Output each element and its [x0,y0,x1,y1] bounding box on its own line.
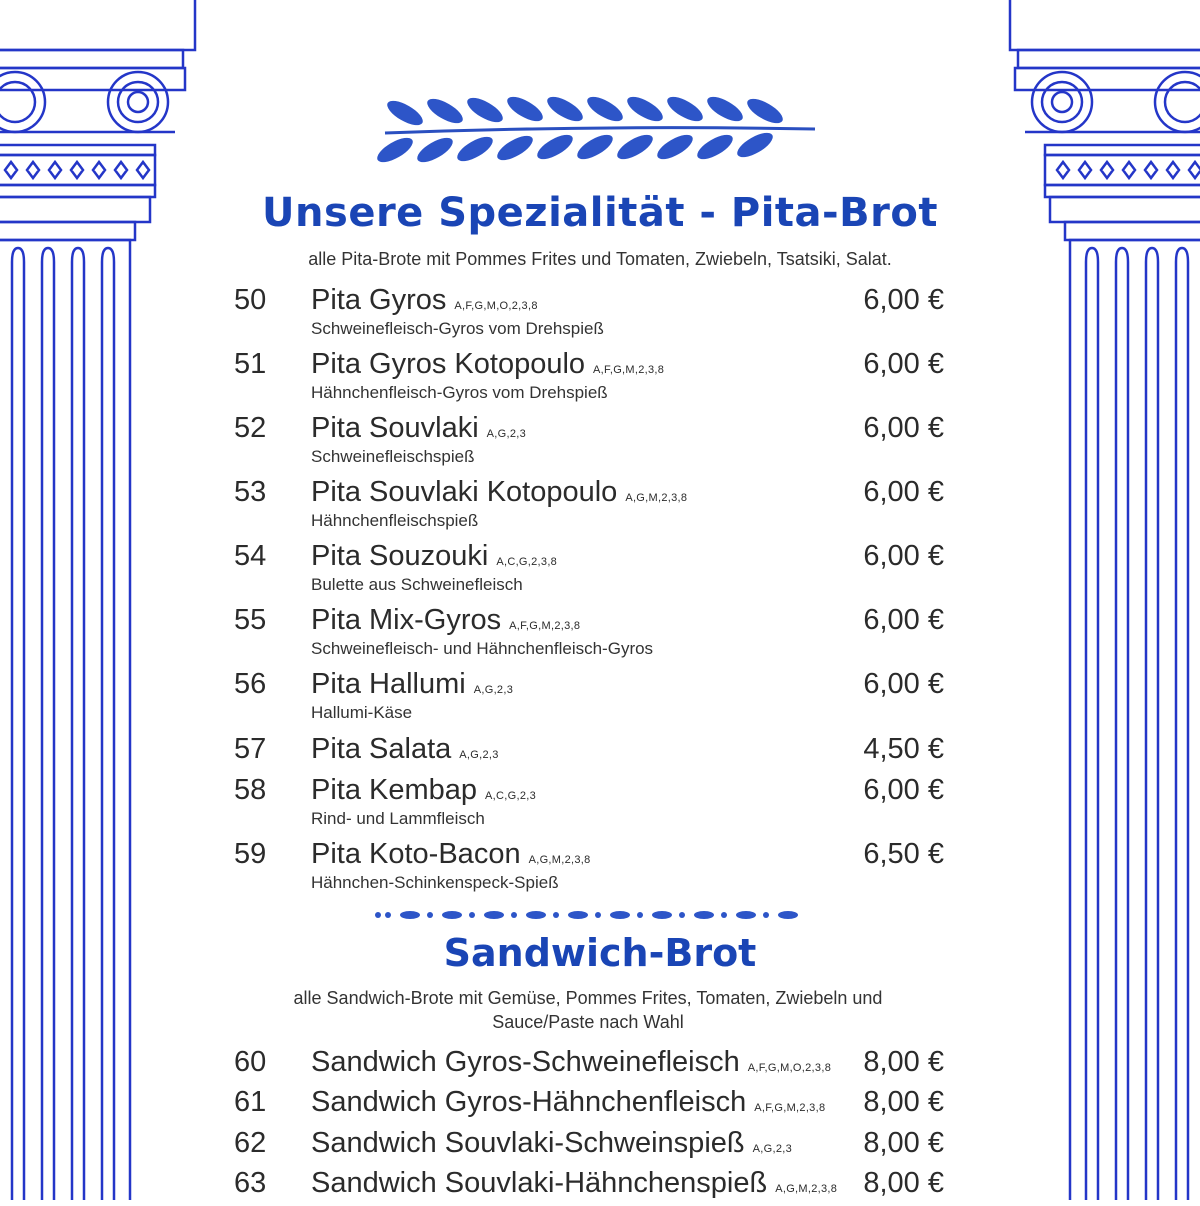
item-name [311,1126,792,1166]
item-number: 57 [234,733,267,765]
greek-column-right [1000,0,1200,1200]
item-price: 8,00 € [863,1086,944,1118]
item-name-text: Sandwich Souvlaki-Schweinspieß [311,1127,745,1159]
laurel-branch-icon [375,95,825,170]
item-allergens: A,G,2,3 [473,684,514,696]
item-name [311,603,580,643]
item-name-text: Pita Gyros Kotopoulo [311,348,586,380]
item-number: 50 [234,284,267,316]
item-number: 54 [234,540,267,572]
item-price: 6,00 € [863,476,944,508]
item-name [311,475,687,515]
section-title-pita: Unsere Spezialität - Pita-Brot [262,190,938,236]
item-number: 51 [234,348,267,380]
item-description: Bulette aus Schweinefleisch [311,575,523,594]
item-name [311,539,557,579]
item-price: 6,50 € [863,838,944,870]
item-description: Schweinefleisch- und Hähnchenfleisch-Gyros [311,639,654,658]
item-price: 8,00 € [863,1127,944,1159]
item-name-text: Pita Souzouki [311,540,489,572]
item-description: Hallumi-Käse [311,703,413,722]
item-description: Schweinefleischspieß [311,447,475,466]
item-allergens: A,G,2,3 [752,1143,793,1155]
item-name-text: Pita Souvlaki [311,412,479,444]
item-name-text: Pita Koto-Bacon [311,838,521,870]
item-price: 6,00 € [863,348,944,380]
item-price: 8,00 € [863,1167,944,1199]
item-name-text: Pita Salata [311,733,452,765]
item-number: 52 [234,412,267,444]
item-description: Hähnchenfleischspieß [311,511,479,530]
item-name [311,1166,837,1206]
item-name-text: Pita Kembap [311,774,478,806]
item-number: 59 [234,838,267,870]
section-subtitle-sandwich: alle Sandwich-Brote mit Gemüse, Pommes Frites, Tomaten, Zwiebeln und Sauce/Paste nach Wahl [293,988,883,1032]
item-name-text: Sandwich Gyros-Hähnchenfleisch [311,1086,747,1118]
item-name [311,1045,831,1085]
item-number: 58 [234,774,267,806]
item-name [311,837,591,877]
item-description: Hähnchen-Schinkenspeck-Spieß [311,873,559,892]
item-price: 6,00 € [863,668,944,700]
item-price: 6,00 € [863,540,944,572]
item-price: 4,50 € [863,733,944,765]
item-number: 53 [234,476,267,508]
item-allergens: A,G,M,2,3,8 [528,854,591,866]
item-name-text: Pita Gyros [311,284,447,316]
item-price: 8,00 € [863,1046,944,1078]
item-name [311,1085,825,1125]
item-allergens: A,C,G,2,3,8 [496,556,558,568]
item-allergens: A,C,G,2,3 [485,790,537,802]
item-name-text: Pita Souvlaki Kotopoulo [311,476,618,508]
item-allergens: A,F,G,M,2,3,8 [509,620,581,632]
section-title-sandwich: Sandwich-Brot [443,931,757,975]
item-allergens: A,G,M,2,3,8 [775,1183,838,1195]
item-allergens: A,G,M,2,3,8 [625,492,688,504]
item-description: Hähnchenfleisch-Gyros vom Drehspieß [311,383,608,402]
item-name [311,411,526,451]
item-description: Schweinefleisch-Gyros vom Drehspieß [311,319,604,338]
item-allergens: A,G,2,3 [459,749,499,761]
item-allergens: A,F,G,M,2,3,8 [754,1102,826,1114]
item-name-text: Sandwich Gyros-Schweinefleisch [311,1046,740,1078]
item-allergens: A,G,2,3 [486,428,527,440]
section-subtitle-pita: alle Pita-Brote mit Pommes Frites und Tomaten, Zwiebeln, Tsatsiki, Salat. [308,249,892,269]
item-price: 6,00 € [863,604,944,636]
greek-column-left [0,0,200,1200]
item-number: 56 [234,668,267,700]
item-name [311,667,513,707]
item-name-text: Pita Hallumi [311,668,466,700]
ornament-divider-icon [370,904,810,926]
item-description: Rind- und Lammfleisch [311,809,485,828]
item-name [311,732,499,772]
item-number: 60 [234,1046,267,1078]
item-number: 62 [234,1127,267,1159]
item-price: 6,00 € [863,774,944,806]
item-name [311,283,538,323]
item-allergens: A,F,G,M,O,2,3,8 [747,1062,832,1074]
item-number: 55 [234,604,267,636]
item-name-text: Sandwich Souvlaki-Hähnchenspieß [311,1167,768,1199]
item-price: 6,00 € [863,412,944,444]
item-number: 63 [234,1167,267,1199]
item-name [311,347,664,387]
item-allergens: A,F,G,M,2,3,8 [593,364,665,376]
item-price: 6,00 € [863,284,944,316]
item-name-text: Pita Mix-Gyros [311,604,502,636]
item-name [311,773,536,813]
item-number: 61 [234,1086,267,1118]
item-allergens: A,F,G,M,O,2,3,8 [454,300,538,312]
